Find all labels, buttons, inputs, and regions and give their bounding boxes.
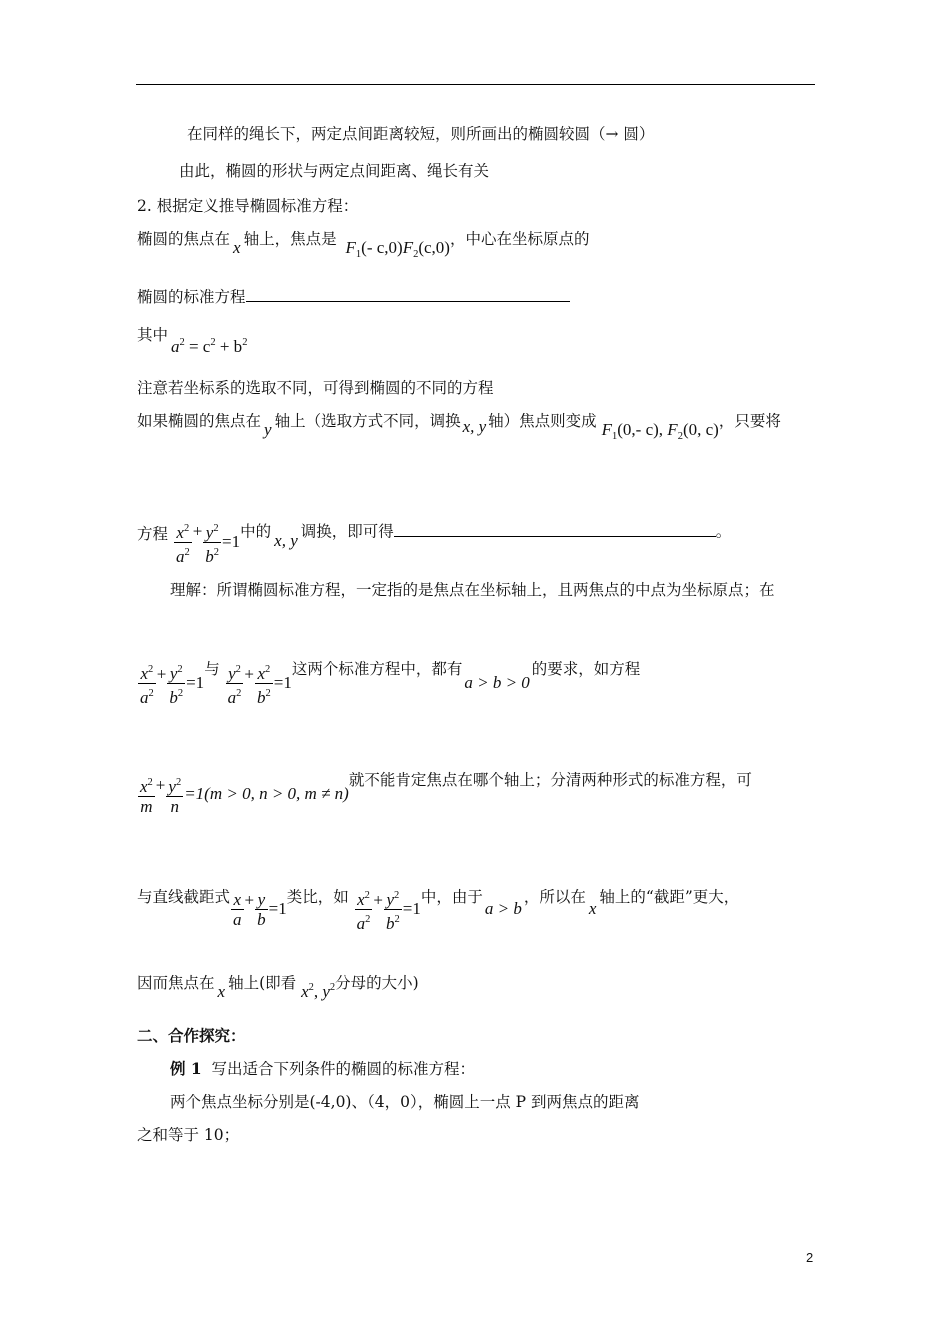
example-line: 例 1 写出适合下列条件的椭圆的标准方程： xyxy=(170,1059,476,1078)
two-equations-line: $\frac{x^2}{a^2}$ + $\frac{y^2}{b^2}$ =1与 $\frac{y^2}{a^2}$ + $\frac{x^2}{b^2}$ =1这两个标准方程中，都有a > b > 0的要求，如方程 xyxy=(140,659,641,707)
relation-line: 其中 $a^2 = c^2 + b^2$ xyxy=(137,326,248,356)
answer-blank xyxy=(394,522,716,537)
paragraph-line: 由此，椭圆的形状与两定点间距离、绳长有关 xyxy=(179,162,490,180)
denominator-line: 因而焦点在 x 轴上(即看 $x^2$, $y^2$分母的大小) xyxy=(137,974,419,1001)
swap-line: 方程 $\frac{x^2}{a^2}$ + $\frac{y^2}{b^2}$ =1中的 x, y 调换，即可得 。 xyxy=(137,509,731,556)
focus-y-line: 如果椭圆的焦点在 y 轴上（选取方式不同，调换 x, y 轴）焦点则变成 $F_1(0,-$ c), $F_2(0$, c)，只要将 xyxy=(137,412,781,442)
header-rule xyxy=(136,84,815,85)
answer-blank xyxy=(246,287,570,302)
paragraph-line: 注意若坐标系的选取不同，可得到椭圆的不同的方程 xyxy=(137,379,494,397)
intercept-line: 与直线截距式 $\frac{x}{a}$ + $\frac{y}{b}$ =1类比，如 $\frac{x^2}{a^2}$ + $\frac{y^2}{b^2}$ =1中，由于a > b，所以在x轴上的“截距”更大， xyxy=(137,887,740,933)
paragraph-line: 两个焦点坐标分别是(-4,0)、（4，0），椭圆上一点 P 到两焦点的距离 xyxy=(170,1093,640,1111)
standard-equation-line: 椭圆的标准方程 xyxy=(137,287,570,307)
mn-equation-line: $\frac{x^2}{m}$ + $\frac{y^2}{n}$ =1(m > 0, n > 0, m ≠ n)就不能肯定焦点在哪个轴上；分清两种形式的标准方程，可 xyxy=(140,770,752,816)
page-number: 2 xyxy=(806,1250,814,1265)
section-heading: 2. 根据定义推导椭圆标准方程： xyxy=(137,197,359,215)
focus-x-line: 椭圆的焦点在 x 轴上，焦点是 $F_1(-$ $c,0)F_2(c,0)$，中心在坐标原点的 xyxy=(137,230,590,260)
paragraph-line: 之和等于 10； xyxy=(137,1126,240,1144)
paragraph-line: 理解：所谓椭圆标准方程，一定指的是焦点在坐标轴上，且两焦点的中点为坐标原点；在 xyxy=(170,581,775,599)
section-heading: 二、合作探究： xyxy=(137,1026,246,1045)
paragraph-line: 在同样的绳长下，两定点间距离较短，则所画出的椭圆较圆（→ 圆） xyxy=(187,125,655,143)
